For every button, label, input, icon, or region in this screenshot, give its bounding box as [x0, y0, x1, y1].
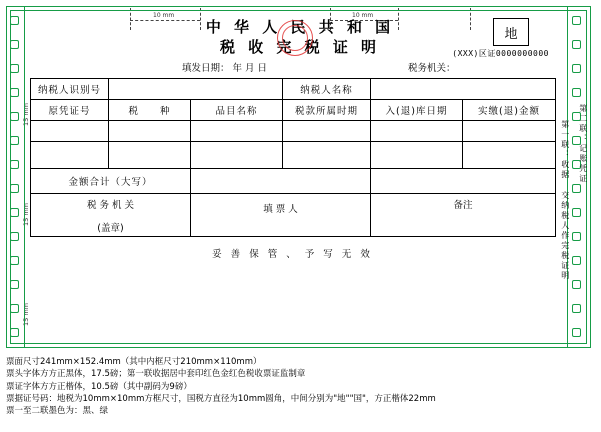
column-header-1: 税 种: [109, 100, 191, 121]
cell-blank-3[interactable]: [283, 142, 371, 169]
copy-label-first: 第一联：收据 交纳税人作完税证明: [560, 120, 570, 281]
table-row-taxpayer: [31, 79, 556, 100]
remark-cell[interactable]: [371, 194, 556, 237]
cell-blank-4[interactable]: [371, 142, 463, 169]
column-header-3: 税款所属时期: [283, 100, 371, 121]
column-header-2: 品目名称: [191, 100, 283, 121]
table-row-blank-2: [31, 142, 556, 169]
note-0: 票面尺寸241mm×152.4mm（其中内框尺寸210mm×110mm）: [6, 357, 262, 367]
tractor-feed-left: [6, 6, 25, 348]
dimension-label-top-2: 10 mm: [352, 12, 374, 19]
spec-notes: [6, 356, 526, 418]
taxpayer-id-value[interactable]: [109, 79, 283, 100]
page-title-line2: 税 收 完 税 证 明: [219, 38, 381, 56]
taxpayer-name-label: 纳税人名称: [283, 79, 371, 100]
note-1: 票头字体方方正黑体，17.5磅；第一联收据居中套印红色金红色税收票证监制章: [6, 369, 306, 380]
tax-authority-label: 税务机关：: [408, 63, 456, 74]
authority-signature-cell[interactable]: [31, 194, 191, 237]
note-2: 票证字体方方正楷体，10.5磅（其中副码为9磅）: [6, 381, 192, 392]
issue-info-row: [30, 60, 555, 78]
issue-date-label: 填发日期： 年 月 日: [182, 63, 268, 74]
column-header-0: 原凭证号: [31, 100, 109, 121]
bottom-warning-note: 妥 善 保 管 、 予 写 无 效: [212, 249, 373, 260]
authority-label: 税 务 机 关: [86, 199, 135, 211]
tax-certificate: [30, 14, 555, 344]
certificate-serial: (XXX)区证0000000000: [452, 49, 549, 58]
column-header-4: 入(退)库日期: [371, 100, 463, 121]
table-row-blank-1: [31, 121, 556, 142]
note-3: 票据证号码：地税为10mm×10mm方框尺寸，国税方直径为10mm圆角，中间分别为"地""国"，方正楷体22mm: [6, 393, 436, 404]
dimension-label-left-2: 15 mm: [22, 202, 30, 226]
total-amount-value[interactable]: [191, 169, 371, 194]
cell-original-voucher[interactable]: [31, 121, 109, 142]
dimension-label-top-1: 10 mm: [153, 12, 175, 19]
remark-label: 备注: [453, 200, 473, 211]
table-row-total: [31, 169, 556, 194]
copy-label-second: 第二联：记账凭证: [578, 104, 588, 184]
note-4: 票一至二联墨色为：黑、绿: [6, 406, 109, 417]
table-row-signatures: [31, 194, 556, 237]
taxpayer-name-value[interactable]: [371, 79, 556, 100]
cell-blank-1[interactable]: [109, 142, 191, 169]
authority-seal-label: (盖章): [97, 222, 124, 234]
dimension-label-left-3: 15 mm: [22, 302, 30, 326]
cell-tax-period[interactable]: [283, 121, 371, 142]
dimension-label-left-1: 15 mm: [22, 102, 30, 126]
cell-treasury-date[interactable]: [371, 121, 463, 142]
cell-blank-5[interactable]: [463, 142, 556, 169]
cell-blank-0[interactable]: [31, 142, 109, 169]
certificate-table: [30, 78, 556, 237]
table-header-row: [31, 100, 556, 121]
cell-tax-type[interactable]: [109, 121, 191, 142]
column-header-5: 实缴(退)金额: [463, 100, 556, 121]
cell-blank-2[interactable]: [191, 142, 283, 169]
total-amount-figure[interactable]: [371, 169, 556, 194]
total-amount-label: 金额合计（大写）: [31, 169, 191, 194]
red-seal-inner-icon: [282, 25, 308, 51]
certificate-header: [30, 14, 555, 58]
taxpayer-id-label: 纳税人识别号: [31, 79, 109, 100]
filler-label: 填 票 人: [263, 204, 298, 215]
cell-amount[interactable]: [463, 121, 556, 142]
page-title-line1: 中 华 人 民 共 和 国: [205, 18, 395, 36]
region-type-box: 地: [493, 18, 529, 46]
cell-item-name[interactable]: [191, 121, 283, 142]
filler-signature-cell[interactable]: [191, 194, 371, 237]
